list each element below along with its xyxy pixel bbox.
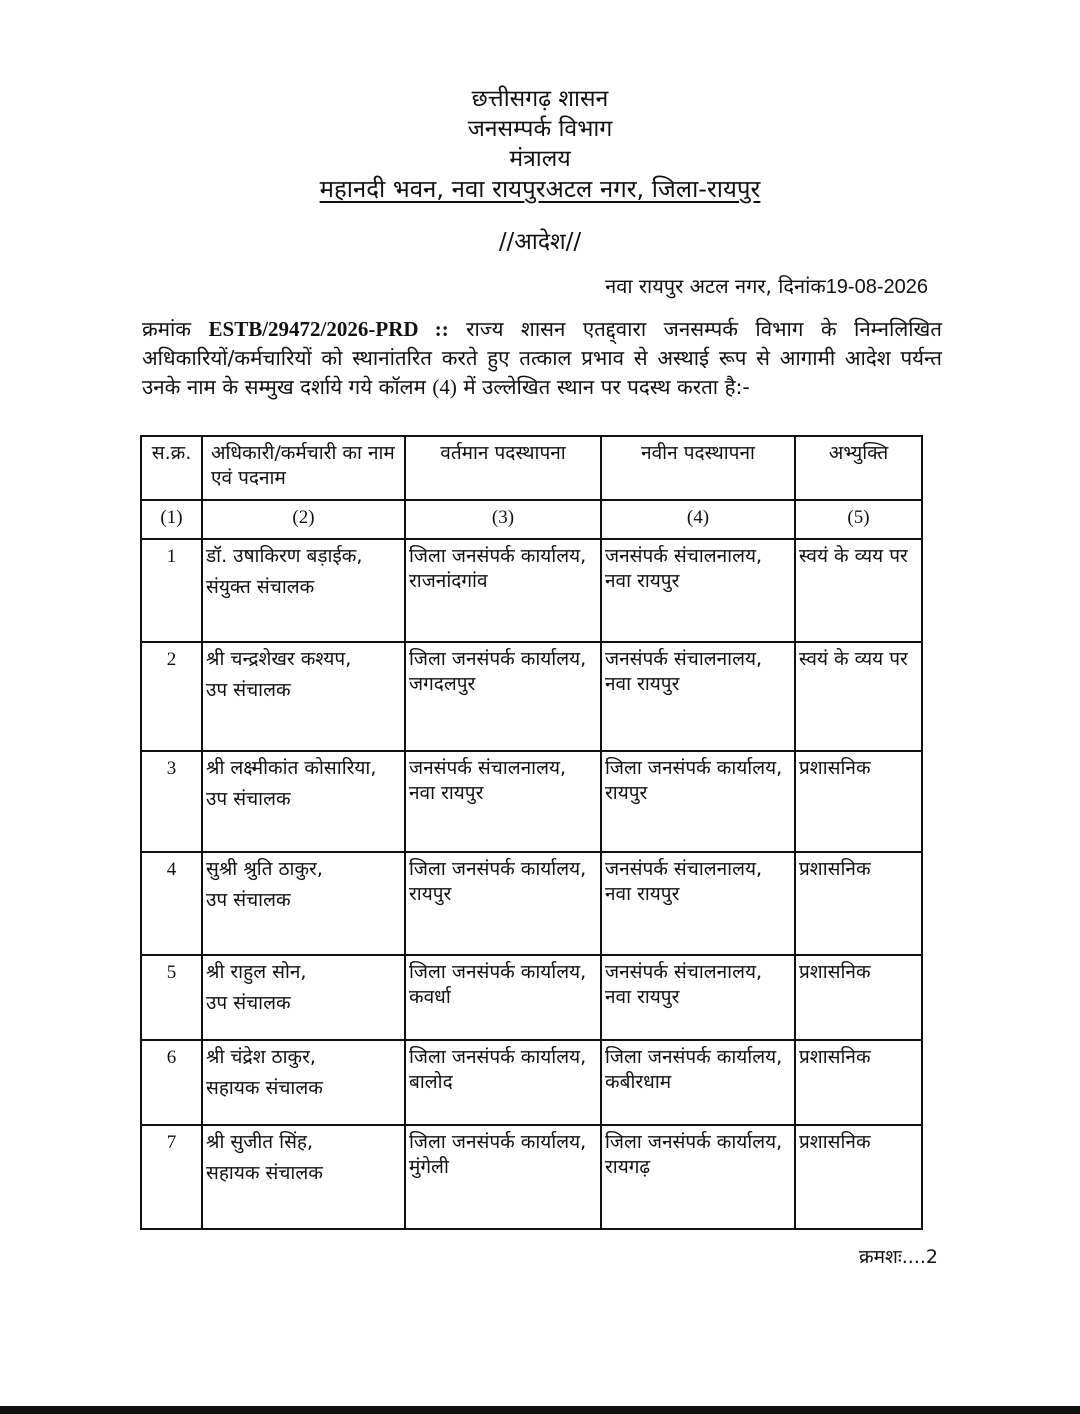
order-intro-paragraph <box>142 315 942 402</box>
table-row <box>141 1125 922 1229</box>
name-cell <box>202 955 405 1040</box>
officer-name: सुश्री श्रुति ठाकुर, <box>206 858 323 880</box>
officer-designation: सहायक संचालक <box>206 1077 323 1099</box>
scan-edge-bar <box>0 1406 1080 1414</box>
table-row <box>141 852 922 955</box>
current-posting-cell: जिला जनसंपर्क कार्यालय, रायपुर <box>405 852 601 955</box>
column-reference: (4) <box>432 375 457 399</box>
name-cell <box>202 539 405 642</box>
officer-designation: उप संचालक <box>206 889 291 911</box>
new-posting-cell: जनसंपर्क संचालनालय, नवा रायपुर <box>601 955 795 1040</box>
col-number: (3) <box>405 500 601 539</box>
remark-cell: प्रशासनिक <box>795 1125 922 1229</box>
ministry-title: मंत्रालय <box>509 146 571 172</box>
date-line <box>605 272 928 299</box>
serial-cell: 5 <box>141 955 202 1040</box>
officer-designation: उप संचालक <box>206 679 291 701</box>
header-current-posting: वर्तमान पदस्थापना <box>405 436 601 500</box>
new-posting-cell: जनसंपर्क संचालनालय, नवा रायपुर <box>601 539 795 642</box>
remark-cell: प्रशासनिक <box>795 955 922 1040</box>
table-row <box>141 955 922 1040</box>
officer-name: श्री चन्द्रशेखर कश्यप, <box>206 648 352 670</box>
header-serial: स.क्र. <box>141 436 202 500</box>
officer-name: डॉ. उषाकिरण बड़ाईक, <box>206 545 363 567</box>
order-heading: //आदेश// <box>498 229 582 255</box>
transfer-table <box>140 435 923 1230</box>
col-number: (4) <box>601 500 795 539</box>
current-posting-cell: जिला जनसंपर्क कार्यालय, राजनांदगांव <box>405 539 601 642</box>
name-cell <box>202 852 405 955</box>
current-posting-cell: जिला जनसंपर्क कार्यालय, बालोद <box>405 1040 601 1125</box>
new-posting-cell: जिला जनसंपर्क कार्यालय, रायगढ़ <box>601 1125 795 1229</box>
officer-name: श्री राहुल सोन, <box>206 961 307 983</box>
new-posting-cell: जनसंपर्क संचालनालय, नवा रायपुर <box>601 852 795 955</box>
serial-cell: 2 <box>141 642 202 751</box>
current-posting-cell: जिला जनसंपर्क कार्यालय, कवर्धा <box>405 955 601 1040</box>
officer-name: श्री चंद्रेश ठाकुर, <box>206 1046 316 1068</box>
table-row <box>141 539 922 642</box>
name-cell <box>202 642 405 751</box>
serial-cell: 7 <box>141 1125 202 1229</box>
header-new-posting: नवीन पदस्थापना <box>601 436 795 500</box>
officer-name: श्री सुजीत सिंह, <box>206 1131 314 1153</box>
current-posting-cell: जिला जनसंपर्क कार्यालय, मुंगेली <box>405 1125 601 1229</box>
table-row <box>141 1040 922 1125</box>
order-number-prefix: क्रमांक <box>142 317 192 341</box>
table-header-row <box>141 436 922 500</box>
intro-text-1: राज्य शासन एतद्द्वारा जनसम्पर्क विभाग के निम्नलिखित अधिकारियों/कर्मचारियों को स्थानांतरित करते हुए तत्काल प्रभाव से अस्थाई रूप से आगामी आदेश पर्यन्त उनके नाम के सम्मुख दर्शाये गये कॉलम <box>142 317 942 399</box>
govt-title: छत्तीसगढ़ शासन <box>471 86 609 112</box>
officer-designation: संयुक्त संचालक <box>206 576 315 598</box>
remark-cell: प्रशासनिक <box>795 852 922 955</box>
officer-name: श्री लक्ष्मीकांत कोसारिया, <box>206 757 377 779</box>
remark-cell: स्वयं के व्यय पर <box>795 642 922 751</box>
date-value: 19-08-2026 <box>825 276 928 298</box>
serial-cell: 4 <box>141 852 202 955</box>
new-posting-cell: जिला जनसंपर्क कार्यालय, रायपुर <box>601 751 795 852</box>
order-reference: ESTB/29472/2026-PRD :: <box>208 317 449 341</box>
header-remark: अभ्युक्ति <box>795 436 922 500</box>
header-name: अधिकारी/कर्मचारी का नाम एवं पदनाम <box>202 436 405 500</box>
serial-cell: 1 <box>141 539 202 642</box>
intro-text-2: में उल्लेखित स्थान पर पदस्थ करता है:- <box>463 375 750 399</box>
continued-note: क्रमशः....2 <box>859 1246 938 1268</box>
new-posting-cell: जिला जनसंपर्क कार्यालय, कबीरधाम <box>601 1040 795 1125</box>
col-number: (1) <box>141 500 202 539</box>
officer-designation: उप संचालक <box>206 992 291 1014</box>
name-cell <box>202 1040 405 1125</box>
new-posting-cell: जनसंपर्क संचालनालय, नवा रायपुर <box>601 642 795 751</box>
current-posting-cell: जिला जनसंपर्क कार्यालय, जगदलपुर <box>405 642 601 751</box>
remark-cell: प्रशासनिक <box>795 1040 922 1125</box>
date-place: नवा रायपुर अटल नगर, दिनांक <box>605 274 826 298</box>
remark-cell: स्वयं के व्यय पर <box>795 539 922 642</box>
table-row <box>141 642 922 751</box>
remark-cell: प्रशासनिक <box>795 751 922 852</box>
column-number-row <box>141 500 922 539</box>
department-title: जनसम्पर्क विभाग <box>467 116 613 142</box>
current-posting-cell: जनसंपर्क संचालनालय, नवा रायपुर <box>405 751 601 852</box>
officer-designation: उप संचालक <box>206 788 291 810</box>
col-number: (2) <box>202 500 405 539</box>
serial-cell: 6 <box>141 1040 202 1125</box>
serial-cell: 3 <box>141 751 202 852</box>
col-number: (5) <box>795 500 922 539</box>
name-cell <box>202 751 405 852</box>
officer-designation: सहायक संचालक <box>206 1162 323 1184</box>
table-row <box>141 751 922 852</box>
address-line: महानदी भवन, नवा रायपुरअटल नगर, जिला-रायपुर <box>319 175 761 203</box>
name-cell <box>202 1125 405 1229</box>
